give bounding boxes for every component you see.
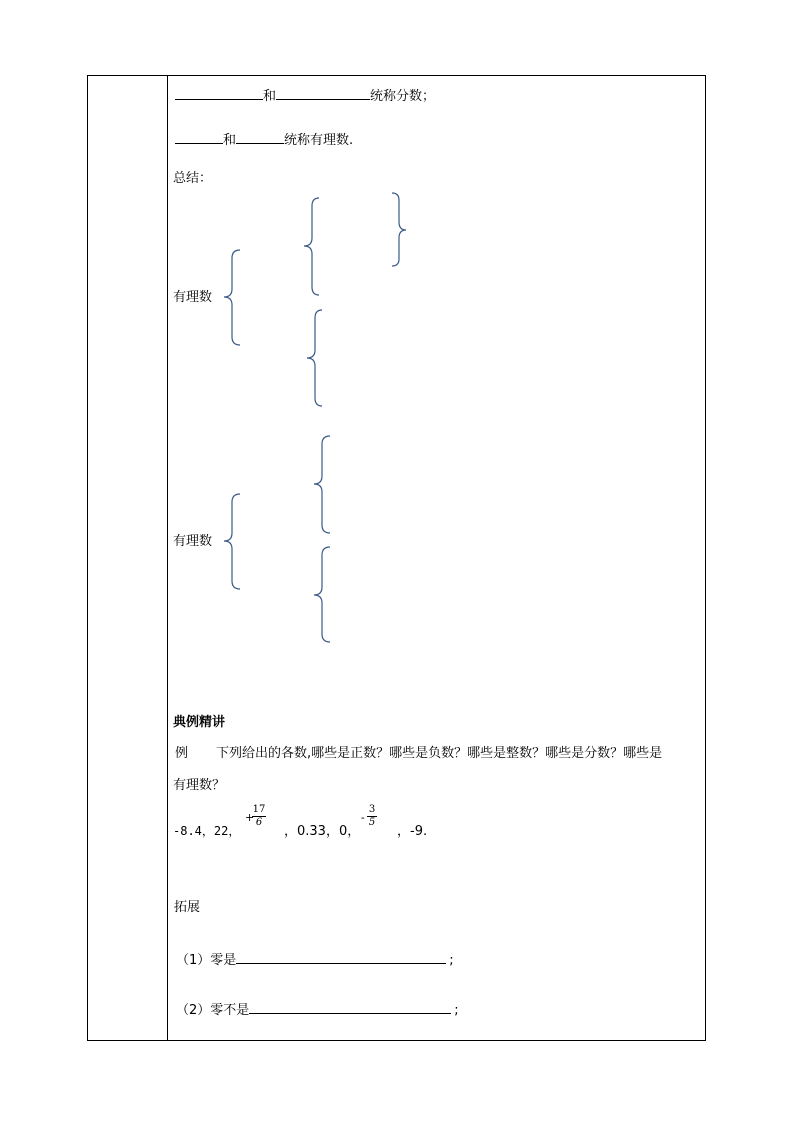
brace-1-right [392,193,406,266]
extension-blank-1[interactable] [236,951,446,964]
example-question-line2: 有理数？ [173,778,226,793]
frac1-numerator: 17 [252,804,266,815]
example-heading: 典例精讲 [173,715,226,730]
frac2-numerator: 3 [368,804,376,815]
number-list-part3: ，-9. [397,824,428,839]
extension-item-2 [176,1001,459,1017]
extension-item-1-label: （1）零是 [176,953,237,968]
fraction-17-6 [252,805,266,828]
classification-2-root: 有理数 [173,534,213,549]
brace-1-upper [304,198,319,295]
brace-2-lower [314,547,330,642]
example-prefix: 例 [175,746,189,761]
extension-item-1-end: ; [449,953,454,968]
number-list-part2: ，0.33，0， [284,824,361,839]
extension-blank-2[interactable] [249,1001,451,1014]
extension-item-2-label: （2）零不是 [176,1003,250,1018]
brace-2-upper [314,436,330,533]
summary-label: 总结： [173,171,213,186]
example-question-line1: 下列给出的各数,哪些是正数？哪些是负数？哪些是整数？哪些是分数？哪些是 [216,746,663,761]
extension-heading: 拓展 [174,900,201,915]
line1-tail: 统称分数； [370,89,436,104]
frac1-sign: + [245,811,255,824]
extension-item-1 [176,951,454,967]
extension-item-2-end: ; [454,1003,459,1018]
frac2-denominator: 5 [368,817,376,828]
brace-1-main [224,250,240,345]
conj-2: 和 [223,133,237,148]
fraction-3-5 [367,805,377,828]
frac1-denominator: 6 [255,817,263,828]
brace-2-main [224,494,240,589]
conj-1: 和 [263,89,277,104]
brace-1-lower [307,310,322,406]
number-list-part1: -8.4，22， [173,824,241,838]
frac2-sign: - [361,811,365,824]
classification-1-root: 有理数 [173,290,213,305]
line2-tail: 统称有理数. [284,133,354,148]
